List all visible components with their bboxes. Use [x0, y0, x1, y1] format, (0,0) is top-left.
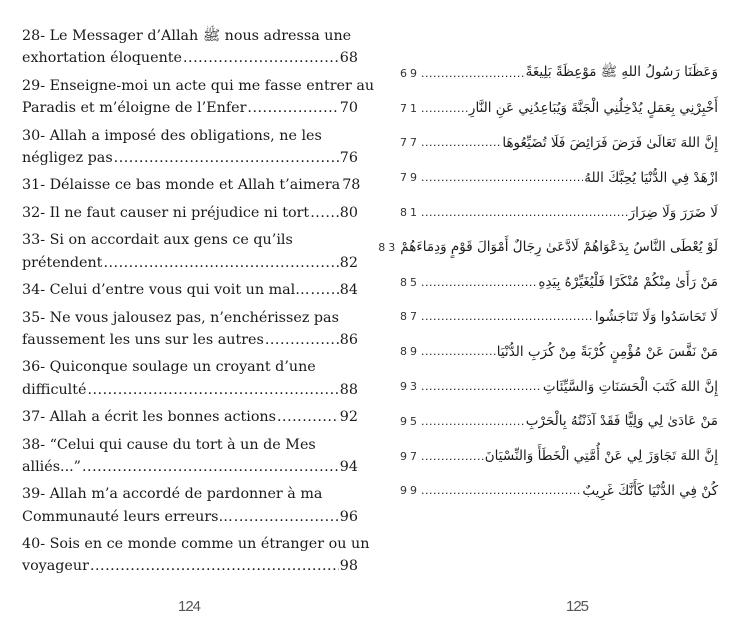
toc-entry-line [22, 229, 358, 251]
toc-entry-title: 28- Le Messager d’Allah ﷺ nous adressa une [22, 28, 352, 44]
toc-entry [400, 56, 718, 91]
toc-entry [22, 483, 358, 528]
toc-entry-line [22, 307, 358, 329]
toc-entry-line [22, 456, 358, 478]
toc-entry-line [22, 555, 358, 577]
toc-entry-title: Communauté leurs erreurs… [22, 508, 233, 525]
toc-entry-title: إِنَّ اللهَ كَتَبَ الْحَسَنَاتِ وَالسَّيِّئَاتِ [542, 378, 718, 395]
page-number-left: 124 [178, 598, 201, 615]
toc-entry-line [22, 434, 358, 456]
dot-leader [90, 555, 339, 577]
toc-entry [400, 404, 718, 439]
toc-page-number: 70 [339, 100, 358, 117]
toc-entry-line [22, 356, 358, 378]
dot-leader [421, 450, 484, 463]
toc-entry [22, 307, 358, 352]
dot-leader [87, 379, 338, 401]
toc-entry-title: 40- Sois en ce monde comme un étranger ou un [22, 536, 370, 553]
toc-entry-title: voyageur [22, 558, 89, 575]
toc-entry-line [22, 533, 370, 555]
toc-entry [400, 91, 718, 126]
toc-entry-title: 38- “Celui qui cause du tort à un de Mes [22, 436, 316, 453]
toc-entry [400, 334, 718, 369]
toc-entry [22, 174, 361, 196]
toc-entry-line [22, 252, 358, 274]
toc-entry-title: 36- Quiconque soulage un croyant d’une [22, 359, 316, 376]
toc-entry [22, 434, 358, 479]
toc-entry [22, 75, 375, 120]
dot-leader [277, 406, 339, 428]
toc-entry-line [22, 75, 375, 97]
dot-leader [421, 67, 525, 80]
toc-entry-title: أَخْبِرْنِي بِعَمَلٍ يُدْخِلُنِي الْجَنَّةَ وَيُبَاعِدُنِي عَنِ النَّارِ [468, 100, 718, 117]
toc-page-number: 94 [339, 458, 358, 475]
toc-entry-title: 32- Il ne faut causer ni préjudice ni tort [22, 204, 310, 221]
toc-entry-title: لَوْ يُعْطَى النَّاسُ بِدَعْوَاهُمْ لَادَّعَىٰ رِجَالٌ أَمْوَالَ قَوْمٍ وَدِمَاءَهُمْ [400, 239, 718, 256]
toc-entry [400, 160, 718, 195]
toc-entry [22, 202, 358, 224]
toc-entry-title: 33- Si on accordait aux gens ce qu’ils [22, 232, 293, 249]
toc-page-number: 99 [400, 484, 420, 498]
dot-leader [265, 329, 339, 351]
toc-entry-title: لَا ضَرَرَ وَلَا ضِرَارَ [628, 204, 718, 221]
toc-page-number: 86 [339, 331, 358, 348]
toc-page-number: 88 [339, 381, 358, 398]
dot-leader [421, 206, 628, 219]
dot-leader [183, 47, 339, 69]
dot-leader [82, 456, 339, 478]
toc-entry-title: وَعَظَنَا رَسُولُ اللهِ ﷺ مَوْعِظَةً بَلِيغَةً [525, 64, 718, 81]
toc-entry-title: إِنَّ اللهَ تَعَالَىٰ فَرَضَ فَرَائِضَ فَلَا تُضَيِّعُوهَا [502, 134, 718, 151]
toc-entry [400, 369, 718, 404]
toc-page-number: 76 [339, 149, 358, 166]
toc-entry-title: négligez pas [22, 149, 113, 166]
toc-entry [22, 25, 358, 70]
toc-entry-line [22, 329, 358, 351]
toc-entry [22, 229, 358, 274]
toc-entry-title: ازْهَدْ فِي الدُّنْيَا يُحِبَّكَ اللهُ [584, 169, 718, 186]
toc-page-number: 78 [342, 177, 361, 194]
right-page [372, 0, 744, 622]
toc-entry-title: faussement les uns sur les autres [22, 331, 264, 348]
toc-entry-line [22, 506, 358, 528]
dot-leader [311, 279, 339, 301]
toc-entry [400, 265, 718, 300]
dot-leader [421, 276, 537, 289]
dot-leader [103, 252, 338, 274]
toc-page-number: 69 [400, 66, 420, 80]
dot-leader [421, 345, 496, 358]
toc-entry-line [22, 147, 358, 169]
toc-entry [22, 406, 358, 428]
toc-entry [400, 300, 718, 335]
toc-entry-line [22, 97, 358, 119]
dot-leader [247, 97, 338, 119]
toc-page-number: 68 [339, 50, 358, 67]
toc-page-number: 81 [400, 206, 420, 220]
toc-entry-line [22, 483, 358, 505]
toc-entry-title: 39- Allah m’a accordé de pardonner à ma [22, 486, 323, 503]
dot-leader [114, 147, 339, 169]
toc-page-number: 80 [339, 204, 358, 221]
toc-entry [22, 279, 358, 301]
toc-entry [400, 195, 718, 230]
toc-entry-title: 30- Allah a imposé des obligations, ne les [22, 127, 322, 144]
toc-entry [378, 230, 718, 265]
toc-page-number: 85 [400, 275, 420, 289]
toc-entry-title: 29- Enseigne-moi un acte qui me fasse entrer au [22, 77, 375, 94]
toc-entry-title: difficulté [22, 381, 87, 398]
toc-entry-line [22, 47, 358, 69]
toc-page-number: 95 [400, 414, 420, 428]
toc-entry [22, 533, 370, 578]
toc-entry-title: prétendent [22, 254, 103, 271]
toc-page-number: 87 [400, 310, 420, 324]
dot-leader [421, 102, 468, 115]
toc-entry [22, 125, 358, 170]
dot-leader [421, 310, 594, 323]
toc-page-number: 79 [400, 171, 420, 185]
dot-leader [421, 380, 542, 393]
toc-entry-line [22, 406, 358, 428]
toc-entry-title: alliés...” [22, 458, 81, 475]
toc-entry-line [22, 279, 358, 301]
toc-page-number: 84 [339, 282, 358, 299]
page-number-right: 125 [566, 598, 589, 615]
dot-leader [421, 415, 525, 428]
toc-entry-line [22, 125, 358, 147]
toc-entry-title: كُنْ فِي الدُّنْيَا كَأَنَّكَ غَرِيبٌ [582, 482, 718, 499]
toc-entry-title: مَنْ رَأَىٰ مِنْكُمْ مُنْكَرًا فَلْيُغَيِّرْهُ بِيَدِهِ [538, 274, 718, 291]
toc-page-number: 77 [400, 136, 420, 150]
toc-entry-title: 37- Allah a écrit les bonnes actions [22, 409, 276, 426]
dot-leader [310, 202, 339, 224]
toc-entry-title: Paradis et m’éloigne de l’Enfer [22, 100, 247, 117]
toc-entry-line [22, 25, 358, 47]
toc-entry-title: exhortation éloquente [22, 50, 182, 67]
dot-leader [421, 136, 501, 149]
toc-entry-title: مَنْ عَادَىٰ لِي وَلِيًّا فَقَدْ آذَنْتُهُ بِالْحَرْبِ [525, 413, 718, 430]
toc-page-number: 89 [400, 345, 420, 359]
toc-entry [22, 356, 358, 401]
toc-page-number: 83 [378, 240, 399, 254]
toc-entry [400, 474, 718, 509]
toc-entry-title: لَا تَحَاسَدُوا وَلَا تَنَاجَشُوا [594, 308, 718, 325]
toc-entry-title: مَنْ نَفَّسَ عَنْ مُؤْمِنٍ كُرْبَةً مِنْ كُرَبِ الدُّنْيَا [496, 343, 718, 360]
toc-arabic [378, 56, 718, 508]
toc-entry-title: 34- Celui d’entre vous qui voit un mal… [22, 282, 310, 299]
toc-entry-line [22, 379, 358, 401]
toc-entry [400, 439, 718, 474]
toc-entry-title: إِنَّ اللهَ تَجَاوَزَ لِي عَنْ أُمَّتِي الْخَطَأَ وَالنِّسْيَانَ [484, 448, 718, 465]
toc-page-number: 82 [339, 254, 358, 271]
toc-page-number: 71 [400, 101, 420, 115]
dot-leader [421, 171, 583, 184]
toc-entry [400, 126, 718, 161]
toc-page-number: 93 [400, 380, 420, 394]
toc-entry-title: 35- Ne vous jalousez pas, n’enchérissez pas [22, 309, 339, 326]
toc-page-number: 92 [339, 409, 358, 426]
toc-page-number: 97 [400, 449, 420, 463]
toc-page-number: 98 [339, 558, 358, 575]
toc-entry-title: 31- Délaisse ce bas monde et Allah t’aimera [22, 177, 341, 194]
toc-page-number: 96 [339, 508, 358, 525]
toc-entry-line [22, 202, 358, 224]
toc-entry-line [22, 174, 361, 196]
dot-leader [421, 484, 581, 497]
dot-leader [234, 506, 339, 528]
toc-french [22, 25, 375, 583]
